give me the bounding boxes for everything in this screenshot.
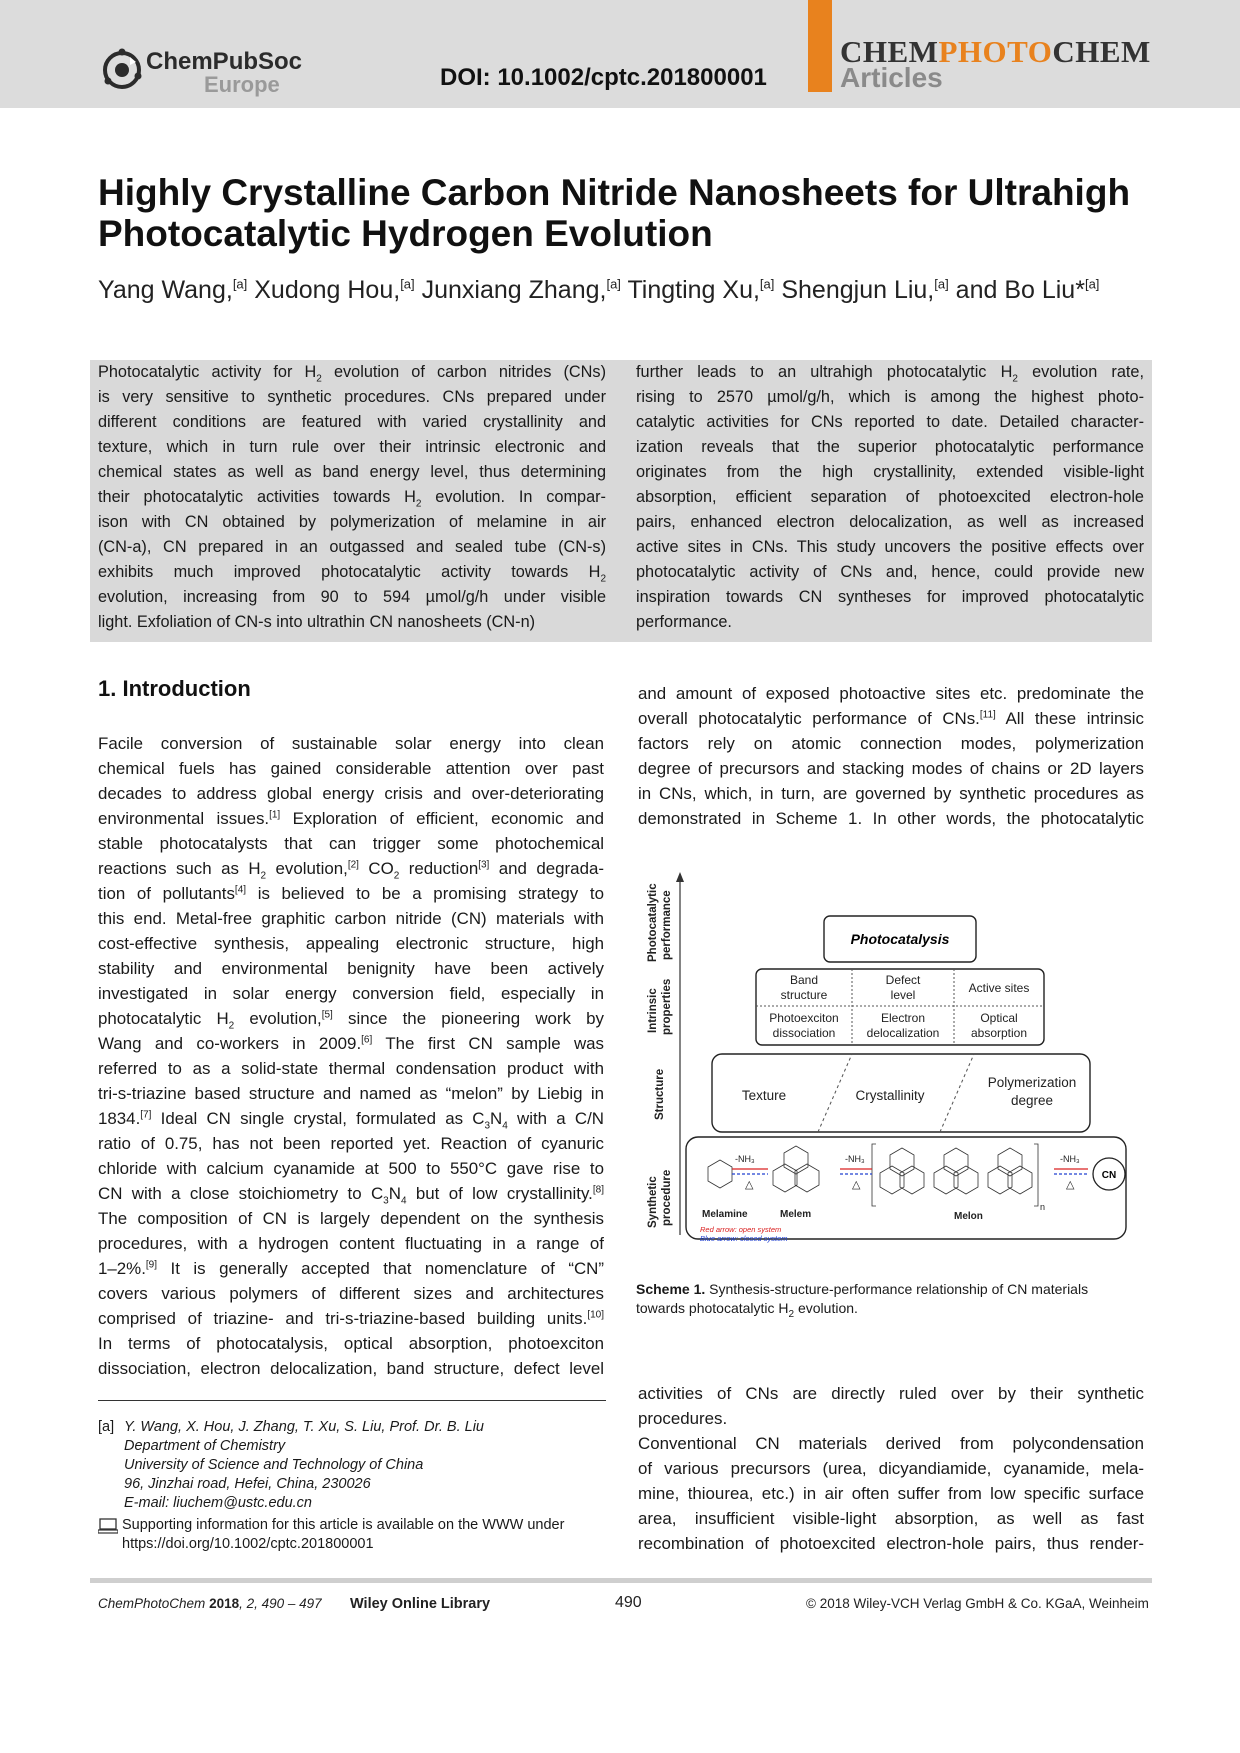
abstract-line: texture, which in turn rule over their intrinsic electronic and: [98, 438, 606, 456]
author-name: Xudong Hou,: [254, 276, 401, 304]
text-line: environmental issues.[1] Exploration of efficient, economic and: [98, 809, 604, 828]
article-title: Highly Crystalline Carbon Nitride Nanosheets for Ultrahigh Photocatalytic Hydrogen Evolution: [98, 172, 1131, 254]
axis-label-performance-1: Photocatalytic: [647, 883, 659, 962]
abstract-line: ization reveals that the superior photocatalytic performance: [636, 438, 1144, 456]
text-line: in CNs, which, in turn, are governed by synthetic procedures as: [638, 784, 1144, 803]
melon-label: Melon: [954, 1211, 983, 1222]
page-number: 490: [615, 1594, 642, 1611]
text-line: this end. Metal-free graphitic carbon nitride (CN) materials with: [98, 909, 604, 928]
electron-deloc-1: Electron: [880, 1011, 926, 1025]
abstract-line: exhibits much improved photocatalytic activity towards $H_2$: [98, 563, 606, 585]
abstract-line: Photocatalytic activity for $H_2$ evolution of carbon nitrides (CNs): [98, 363, 606, 385]
intro-right-top: [638, 681, 1144, 831]
publisher-logo: [100, 46, 303, 98]
abstract-line: is very sensitive to synthetic procedures. CNs prepared under: [98, 388, 606, 406]
text-line: tri-s-triazine based structure and named as “melon” by Liebig in: [98, 1084, 604, 1103]
abstract-line: absorption, efficient separation of photoexcited electron-hole: [636, 488, 1144, 506]
text-line: activities of CNs are directly ruled over by their synthetic: [638, 1384, 1144, 1403]
text-line: of various precursors (urea, dicyandiamide, cyanamide, mela-: [638, 1459, 1144, 1478]
abstract-line: chemical states as well as band energy level, thus determining: [98, 463, 606, 481]
abstract-right-column: [636, 360, 1144, 635]
author-list: [98, 276, 1158, 305]
text-line: chemical fuels has gained considerable attention over past: [98, 759, 604, 778]
text-line: referred to as a solid-state thermal condensation product with: [98, 1059, 604, 1078]
text-line: Wang and co-workers in 2009.[6] The first CN sample was: [98, 1034, 605, 1053]
text-line: cost-effective synthesis, appealing electronic structure, high: [98, 934, 604, 953]
electron-deloc-2: delocalization: [866, 1026, 940, 1040]
optical-abs-1: Optical: [980, 1011, 1018, 1025]
abstract-line: photocatalytic activity of CNs and, hence, could provide new: [636, 563, 1144, 581]
affiliation-mark: [a]: [1084, 276, 1100, 292]
polymerization-2: degree: [1010, 1093, 1054, 1108]
abstract-line: evolution, increasing from 90 to 594 µmol/g/h under visible: [98, 588, 606, 606]
band-structure-1: Band: [789, 973, 819, 987]
text-line: investigated in solar energy conversion field, especially in: [98, 984, 604, 1003]
text-line: overall photocatalytic performance of CNs.[11] All these intrinsic: [638, 709, 1144, 728]
photocatalysis-box: Photocatalysis: [850, 931, 950, 947]
text-line: area, insufficient visible-light absorption, as well as fast: [638, 1509, 1144, 1528]
computer-icon: [98, 1518, 118, 1534]
text-line: photocatalytic $H_2$ evolution,[5] since the pioneering work by: [98, 1009, 604, 1032]
nh3-label-3: -NH₃: [1060, 1154, 1080, 1164]
melamine-label: Melamine: [702, 1209, 748, 1220]
abstract-line: pairs, enhanced electron delocalization, as well as increased: [636, 513, 1144, 531]
affiliation-mark: [a]: [934, 276, 949, 292]
photoexciton-1: Photoexciton: [769, 1011, 839, 1025]
supporting-info-link[interactable]: https://doi.org/10.1002/cptc.201800001: [122, 1536, 374, 1552]
text-line: tion of pollutants[4] is believed to be a promising strategy to: [98, 884, 604, 903]
active-sites: Active sites: [968, 981, 1030, 995]
nh3-label-1: -NH₃: [735, 1154, 755, 1164]
abstract-line: further leads to an ultrahigh photocatalytic $H_2$ evolution rate,: [636, 363, 1144, 385]
defect-level-2: level: [890, 988, 916, 1002]
scheme-caption: Scheme 1. Synthesis-structure-performance relationship of CN materials towards photocatalytic $H_2$ evolution.: [636, 1281, 1089, 1320]
text-line: procedures, with a hydrogen content fluctuating in a range of: [98, 1234, 604, 1253]
text-line: and amount of exposed photoactive sites etc. predominate the: [638, 684, 1144, 703]
delta-2: △: [852, 1179, 861, 1191]
publisher-region: Europe: [204, 72, 280, 97]
text-line: chloride with calcium cyanamide at 500 to 550°C gave rise to: [98, 1159, 604, 1178]
text-line: Facile conversion of sustainable solar energy into clean: [98, 734, 604, 753]
text-line: stable photocatalysts that can trigger some photochemical: [98, 834, 604, 853]
author-name: Junxiang Zhang,: [421, 276, 607, 304]
cn-node: CN: [1101, 1170, 1117, 1181]
abstract-line: inspiration towards CN syntheses for improved photocatalytic: [636, 588, 1144, 606]
text-line: stability and environmental benignity have been actively: [98, 959, 604, 978]
text-line: dissociation, electron delocalization, band structure, defect level: [98, 1359, 604, 1378]
axis-label-procedure-2: procedure: [661, 1169, 673, 1226]
abstract-line: performance.: [636, 613, 732, 631]
footer-rule: [90, 1578, 1152, 1583]
text-line: CN with a close stoichiometry to $C_3N_4$ but of low crystallinity.[8]: [98, 1184, 604, 1207]
defect-level-1: Defect: [885, 973, 921, 987]
journal-name: CHEMPHOTOCHEM: [840, 34, 1151, 69]
abstract-line: light. Exfoliation of CN-s into ultrathin CN nanosheets (CN-n): [98, 613, 536, 631]
abstract-box: [90, 360, 1152, 642]
text-line: reactions such as $H_2$ evolution,[2] $CO_2$ reduction[3] and degrada-: [98, 859, 604, 882]
text-line: decades to address global energy crisis and over-deteriorating: [98, 784, 604, 803]
abstract-line: ison with CN obtained by polymerization of melamine in air: [98, 513, 606, 531]
axis-label-performance-2: performance: [661, 890, 673, 960]
author-name: Shengjun Liu,: [781, 276, 935, 304]
footnote-divider: [98, 1400, 606, 1401]
author-name: and Bo Liu*: [955, 276, 1085, 304]
section-label: Articles: [840, 62, 943, 93]
text-line: procedures.: [638, 1409, 728, 1428]
text-line: 1–2%.[9] It is generally accepted that nomenclature of “CN”: [98, 1259, 604, 1278]
red-arrow-legend: Red arrow: open system: [700, 1225, 782, 1234]
text-line: degree of precursors and stacking modes of chains or 2D layers: [638, 759, 1144, 778]
abstract-line: (CN-a), CN prepared in an outgassed and sealed tube (CN-s): [98, 538, 606, 556]
text-line: In terms of photocatalysis, optical absorption, photoexciton: [98, 1334, 604, 1353]
axis-label-procedure-1: Synthetic: [647, 1176, 659, 1228]
footer-copyright: © 2018 Wiley-VCH Verlag GmbH & Co. KGaA, Weinheim: [806, 1596, 1149, 1611]
subscript-n: n: [1040, 1202, 1046, 1212]
polymerization-1: Polymerization: [987, 1075, 1077, 1090]
delta-3: △: [1066, 1179, 1075, 1191]
melem-label: Melem: [780, 1209, 812, 1220]
optical-abs-2: absorption: [970, 1026, 1028, 1040]
text-line: The composition of CN is largely dependent on the synthesis: [98, 1209, 604, 1228]
axis-label-intrinsic-2: properties: [661, 978, 673, 1035]
section-heading: 1. Introduction: [98, 676, 251, 701]
text-line: Conventional CN materials derived from polycondensation: [638, 1434, 1144, 1453]
photoexciton-2: dissociation: [772, 1026, 836, 1040]
abstract-line: active sites in CNs. This study uncovers the positive effects over: [636, 538, 1144, 556]
affiliation-mark: [a]: [400, 276, 415, 292]
text-line: factors rely on atomic connection modes, polymerization: [638, 734, 1144, 753]
texture-label: Texture: [741, 1088, 787, 1103]
affiliation-mark: [a]: [759, 276, 775, 292]
text-line: recombination of photoexcited electron-hole pairs, thus render-: [638, 1534, 1144, 1553]
text-line: covers various polymers of different sizes and architectures: [98, 1284, 604, 1303]
scheme-figure: [640, 870, 1140, 1250]
blue-arrow-legend: Blue arrow: closed system: [700, 1234, 788, 1243]
abstract-left-column: [98, 360, 606, 635]
delta-1: △: [745, 1179, 754, 1191]
author-name: Tingting Xu,: [627, 276, 760, 304]
affiliation-mark: [a]: [232, 276, 248, 292]
abstract-line: different conditions are featured with varied crystallinity and: [98, 413, 606, 431]
abstract-line: originates from the high crystallinity, extended visible-light: [636, 463, 1144, 481]
author-email[interactable]: E-mail: liuchem@ustc.edu.cn: [124, 1495, 312, 1511]
text-line: mine, thiourea, etc.) in air often suffer from low specific surface: [638, 1484, 1144, 1503]
band-structure-2: structure: [780, 988, 828, 1002]
nh3-label-2: -NH₃: [845, 1154, 865, 1164]
text-line: 1834.[7] Ideal CN single crystal, formulated as $C_3N_4$ with a C/N: [98, 1109, 604, 1132]
abstract-line: their photocatalytic activities towards $H_2$ evolution. In compar-: [98, 488, 606, 510]
doi[interactable]: DOI: 10.1002/cptc.201800001: [440, 64, 767, 91]
affiliation-mark: [a]: [606, 276, 621, 292]
abstract-line: catalytic activities for CNs reported to date. Detailed character-: [636, 413, 1144, 431]
accent-bar: [808, 0, 832, 92]
text-line: ratio of 0.75, has not been reported yet. Reaction of cyanuric: [98, 1134, 604, 1153]
abstract-line: rising to 2570 µmol/g/h, which is among the highest photo-: [636, 388, 1144, 406]
footer-library[interactable]: Wiley Online Library: [350, 1596, 491, 1612]
intro-left-column: [98, 731, 604, 1381]
intro-right-bottom: [638, 1381, 1144, 1556]
crystallinity-label: Crystallinity: [855, 1088, 925, 1103]
axis-label-intrinsic-1: Intrinsic: [647, 988, 659, 1033]
text-line: comprised of triazine- and tri-s-triazine-based building units.[10]: [98, 1309, 604, 1328]
footer-citation: ChemPhotoChem 2018, 2, 490 – 497: [98, 1596, 322, 1611]
text-line: demonstrated in Scheme 1. In other words, the photocatalytic: [638, 809, 1144, 828]
axis-label-structure: Structure: [654, 1068, 666, 1120]
chempubsoc-logo-icon: [100, 48, 144, 92]
author-name: Yang Wang,: [98, 276, 233, 304]
publisher-name: ChemPubSoc: [146, 48, 303, 75]
